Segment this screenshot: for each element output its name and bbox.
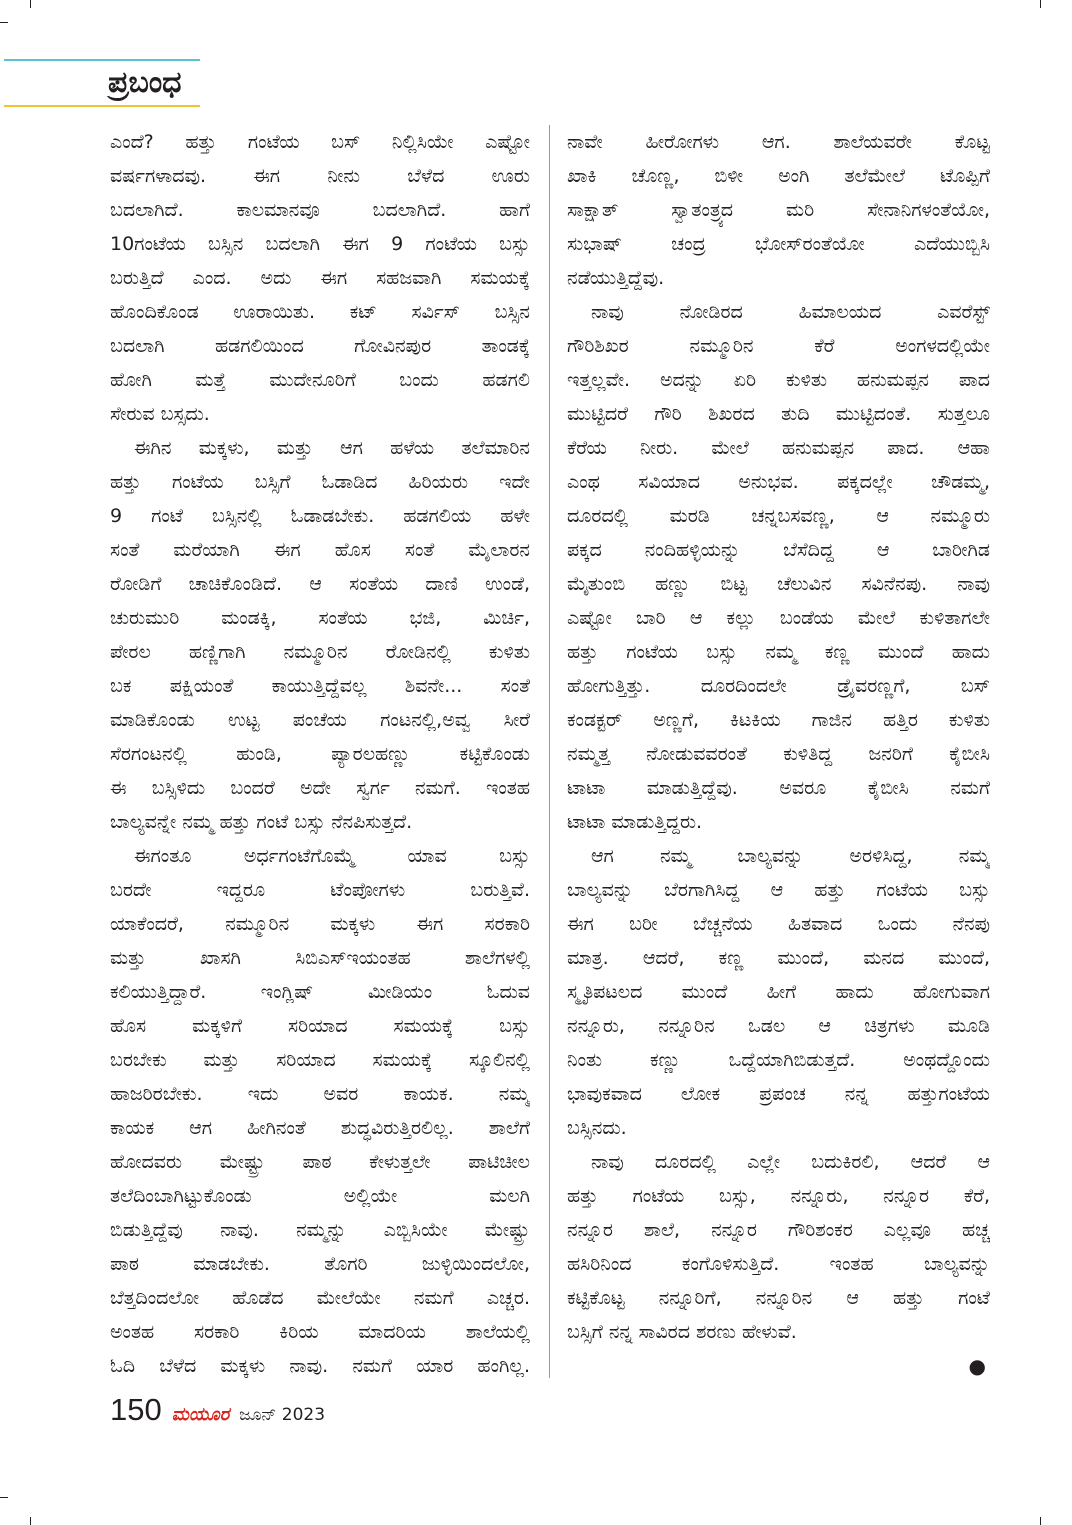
article-column-left bbox=[110, 125, 530, 1383]
article-paragraph bbox=[567, 839, 990, 1145]
article-line: ಟಾಟಾ ಮಾಡುತ್ತಿದ್ದರು. bbox=[567, 811, 703, 833]
article-line: ಬಾಲ್ಯವನ್ನೇ ನಮ್ಮ ಹತ್ತು ಗಂಟೆ ಬಸ್ಸು ನೆನಪಿಸುತ್ತದೆ. bbox=[110, 811, 413, 833]
article-line: ಕಾಯಕ ಆಗ ಹೀಗಿನಂತೆ ಶುದ್ಧವಿರುತ್ತಿರಲಿಲ್ಲ. ಶಾಲೆಗೆ bbox=[110, 1117, 530, 1139]
article-paragraph bbox=[567, 1145, 990, 1349]
article-line: ಬದಲಾಗಿ ಹಡಗಲಿಯಿಂದ ಗೋವಿನಪುರ ತಾಂಡಕ್ಕೆ bbox=[110, 335, 530, 357]
article-line: ಸೇರುವ ಬಸ್ಸದು. bbox=[110, 403, 210, 425]
article-line: 10ಗಂಟೆಯ ಬಸ್ಸಿನ ಬದಲಾಗಿ ಈಗ 9 ಗಂಟೆಯ ಬಸ್ಸು bbox=[110, 233, 530, 255]
article-paragraph bbox=[567, 125, 990, 295]
article-line: ಹಾಜರಿರಬೇಕು. ಇದು ಅವರ ಕಾಯಕ. ನಮ್ಮ bbox=[110, 1083, 530, 1105]
article-line: ಎಂದೆ? ಹತ್ತು ಗಂಟೆಯ ಬಸ್ ನಿಲ್ಲಿಸಿಯೇ ಎಷ್ಟೋ bbox=[110, 131, 530, 153]
article-line: ಆಗ ನಮ್ಮ ಬಾಲ್ಯವನ್ನು ಅರಳಿಸಿದ್ದ, ನಮ್ಮ bbox=[591, 845, 990, 867]
article-line: ಎಂಥ ಸವಿಯಾದ ಅನುಭವ. ಪಕ್ಕದಲ್ಲೇ ಚೌಡಮ್ಮ, bbox=[567, 471, 990, 493]
magazine-logo: ಮಯೂರ bbox=[171, 1404, 230, 1425]
article-line: ಈಗಂತೂ ಅರ್ಧಗಂಟೆಗೊಮ್ಮೆ ಯಾವ ಬಸ್ಸು bbox=[134, 845, 530, 867]
article-line: ಬರದೇ ಇದ್ದರೂ ಟೆಂಪೋಗಳು ಬರುತ್ತಿವೆ. bbox=[110, 879, 530, 901]
article-paragraph bbox=[110, 431, 530, 839]
article-line: ಹೋಗುತ್ತಿತ್ತು. ದೂರದಿಂದಲೇ ಡ್ರೈವರಣ್ಣಗೆ, ಬಸ್ bbox=[567, 675, 990, 697]
article-line: ಪೇರಲ ಹಣ್ಣಿಗಾಗಿ ನಮ್ಮೂರಿನ ರೋಡಿನಲ್ಲಿ ಕುಳಿತು bbox=[110, 641, 530, 663]
article-line: ಸ್ಮೃತಿಪಟಲದ ಮುಂದೆ ಹೀಗೆ ಹಾದು ಹೋಗುವಾಗ bbox=[567, 981, 990, 1003]
article-line: ಅಂತಹ ಸರಕಾರಿ ಕಿರಿಯ ಮಾದರಿಯ ಶಾಲೆಯಲ್ಲಿ bbox=[110, 1321, 530, 1343]
issue-date: ಜೂನ್ 2023 bbox=[239, 1405, 326, 1425]
article-line: ಬಸ್ಸಿನದು. bbox=[567, 1117, 627, 1139]
article-line: ಬಕ ಪಕ್ಷಿಯಂತೆ ಕಾಯುತ್ತಿದ್ದೆವಲ್ಲ ಶಿವನೇ... ಸಂತೆ bbox=[110, 675, 530, 697]
article-line: ಸಂತೆ ಮರೆಯಾಗಿ ಈಗ ಹೊಸ ಸಂತೆ ಮೈಲಾರನ bbox=[110, 539, 530, 561]
article-line: ಕಲಿಯುತ್ತಿದ್ದಾರೆ. ಇಂಗ್ಲಿಷ್ ಮೀಡಿಯಂ ಓದುವ bbox=[110, 981, 530, 1003]
article-line: ಪಕ್ಕದ ನಂದಿಹಳ್ಳಿಯನ್ನು ಬೆಸೆದಿದ್ದ ಆ ಬಾರೀಗಿಡ bbox=[567, 539, 990, 561]
article-line: ನಾವು ನೋಡಿರದ ಹಿಮಾಲಯದ ಎವರೆಸ್ಟ್ bbox=[591, 301, 990, 323]
article-line: ಹತ್ತು ಗಂಟೆಯ ಬಸ್ಸಿಗೆ ಓಡಾಡಿದ ಹಿರಿಯರು ಇದೇ bbox=[110, 471, 530, 493]
header-rule-teal bbox=[4, 59, 200, 61]
article-line: ಪಾಠ ಮಾಡಬೇಕು. ತೊಗರಿ ಜುಳ್ಳಿಯಿಂದಲೋ, bbox=[110, 1253, 530, 1275]
page-number: 150 bbox=[110, 1392, 162, 1427]
crop-mark-left-lower bbox=[0, 1497, 8, 1498]
article-line: ನಾವೇ ಹೀರೋಗಳು ಆಗ. ಶಾಲೆಯವರೇ ಕೊಟ್ಟ bbox=[567, 131, 990, 153]
article-line: ಹತ್ತು ಗಂಟೆಯ ಬಸ್ಸು ನಮ್ಮ ಕಣ್ಣ ಮುಂದೆ ಹಾದು bbox=[567, 641, 990, 663]
article-line: 9 ಗಂಟೆ ಬಸ್ಸಿನಲ್ಲಿ ಓಡಾಡಬೇಕು. ಹಡಗಲಿಯ ಹಳೇ bbox=[110, 505, 530, 527]
header-rule-yellow bbox=[4, 105, 200, 107]
article-paragraph bbox=[110, 839, 530, 1383]
article-line: ಎಷ್ಟೋ ಬಾರಿ ಆ ಕಲ್ಲು ಬಂಡೆಯ ಮೇಲೆ ಕುಳಿತಾಗಲೇ bbox=[567, 607, 990, 629]
article-line: ಯಾಕೆಂದರೆ, ನಮ್ಮೂರಿನ ಮಕ್ಕಳು ಈಗ ಸರಕಾರಿ bbox=[110, 913, 530, 935]
article-line: ಚುರುಮುರಿ ಮಂಡಕ್ಕಿ, ಸಂತೆಯ ಭಜಿ, ಮಿರ್ಚಿ, bbox=[110, 607, 530, 629]
article-end-mark: ● bbox=[968, 1354, 986, 1378]
article-line: ಗೌರಿಶಿಖರ ನಮ್ಮೂರಿನ ಕೆರೆ ಅಂಗಳದಲ್ಲಿಯೇ bbox=[567, 335, 990, 357]
article-line: ಹೊಂದಿಕೊಂಡ ಊರಾಯಿತು. ಕಟ್ ಸರ್ವಿಸ್ ಬಸ್ಸಿನ bbox=[110, 301, 530, 323]
article-line: ನಾವು ದೂರದಲ್ಲಿ ಎಲ್ಲೇ ಬದುಕಿರಲಿ, ಆದರೆ ಆ bbox=[591, 1151, 990, 1173]
article-line: ಬಿಡುತ್ತಿದ್ದೆವು ನಾವು. ನಮ್ಮನ್ನು ಎಬ್ಬಿಸಿಯೇ ಮೇಷ್ಟ್ರು bbox=[110, 1219, 530, 1241]
article-line: ಭಾವುಕವಾದ ಲೋಕ ಪ್ರಪಂಚ ನನ್ನ ಹತ್ತುಗಂಟೆಯ bbox=[567, 1083, 990, 1105]
article-line: ವರ್ಷಗಳಾದವು. ಈಗ ನೀನು ಬೆಳೆದ ಊರು bbox=[110, 165, 530, 187]
article-column-body bbox=[110, 125, 530, 1383]
article-line: ನಡೆಯುತ್ತಿದ್ದೆವು. bbox=[567, 267, 665, 289]
article-paragraph bbox=[567, 295, 990, 839]
article-line: ಸೆರಗಂಟನಲ್ಲಿ ಹುಂಡಿ, ಪ್ಯಾರಲಹಣ್ಣು ಕಟ್ಟಿಕೊಂಡು bbox=[110, 743, 530, 765]
article-line: ಓದಿ ಬೆಳೆದ ಮಕ್ಕಳು ನಾವು. ನಮಗೆ ಯಾರ ಹಂಗಿಲ್ಲ. bbox=[110, 1355, 530, 1377]
article-line: ಹೋಗಿ ಮತ್ತೆ ಮುದೇನೂರಿಗೆ ಬಂದು ಹಡಗಲಿ bbox=[110, 369, 530, 391]
article-line: ಟಾಟಾ ಮಾಡುತ್ತಿದ್ದೆವು. ಅವರೂ ಕೈಬೀಸಿ ನಮಗೆ bbox=[567, 777, 990, 799]
article-line: ಸಾಕ್ಷಾತ್ ಸ್ವಾತಂತ್ರ್ಯದ ಮರಿ ಸೇನಾನಿಗಳಂತೆಯೋ, bbox=[567, 199, 990, 221]
article-line: ಈಗ ಬರೀ ಬೆಚ್ಚನೆಯ ಹಿತವಾದ ಒಂದು ನೆನಪು bbox=[567, 913, 990, 935]
crop-mark-bottom-right bbox=[1040, 1517, 1041, 1525]
article-line: ಈ ಬಸ್ಸಿಳಿದು ಬಂದರೆ ಅದೇ ಸ್ವರ್ಗ ನಮಗೆ. ಇಂತಹ bbox=[110, 777, 530, 799]
article-line: ಬರಬೇಕು ಮತ್ತು ಸರಿಯಾದ ಸಮಯಕ್ಕೆ ಸ್ಕೂಲಿನಲ್ಲಿ bbox=[110, 1049, 530, 1071]
article-line: ಮುಟ್ಟಿದರೆ ಗೌರಿ ಶಿಖರದ ತುದಿ ಮುಟ್ಟಿದಂತೆ. ಸುತ್ತಲೂ bbox=[567, 403, 990, 425]
page-footer bbox=[110, 1390, 510, 1430]
article-line: ಹೊಸ ಮಕ್ಕಳಿಗೆ ಸರಿಯಾದ ಸಮಯಕ್ಕೆ ಬಸ್ಸು bbox=[110, 1015, 530, 1037]
article-line: ಖಾಕಿ ಚೊಣ್ಣ, ಬಿಳೀ ಅಂಗಿ ತಲೆಮೇಲೆ ಟೊಪ್ಪಿಗೆ bbox=[567, 165, 990, 187]
article-line: ಬಸ್ಸಿಗೆ ನನ್ನ ಸಾವಿರದ ಶರಣು ಹೇಳುವೆ. bbox=[567, 1321, 797, 1343]
article-line: ಇತ್ತಲ್ಲವೇ. ಅದನ್ನು ಏರಿ ಕುಳಿತು ಹನುಮಪ್ಪನ ಪಾದ bbox=[567, 369, 990, 391]
crop-mark-left-upper bbox=[0, 22, 8, 23]
article-line: ನಿಂತು ಕಣ್ಣು ಒದ್ದೆಯಾಗಿಬಿಡುತ್ತದೆ. ಅಂಥದ್ದೊಂದು bbox=[567, 1049, 990, 1071]
crop-mark-top-left bbox=[30, 0, 31, 8]
crop-mark-bottom-left bbox=[30, 1517, 31, 1525]
article-line: ಹೋದವರು ಮೇಷ್ಟ್ರು ಪಾಠ ಕೇಳುತ್ತಲೇ ಪಾಟಿಚೀಲ bbox=[110, 1151, 530, 1173]
article-paragraph bbox=[110, 125, 530, 431]
article-line: ಕಟ್ಟಿಕೊಟ್ಟ ನನ್ನೂರಿಗೆ, ನನ್ನೂರಿನ ಆ ಹತ್ತು ಗಂಟೆ bbox=[567, 1287, 990, 1309]
article-line: ಬದಲಾಗಿದೆ. ಕಾಲಮಾನವೂ ಬದಲಾಗಿದೆ. ಹಾಗೆ bbox=[110, 199, 530, 221]
article-line: ರೋಡಿಗೆ ಚಾಚಿಕೊಂಡಿದೆ. ಆ ಸಂತೆಯ ದಾಣಿ ಉಂಡೆ, bbox=[110, 573, 530, 595]
article-line: ಕಂಡಕ್ಟರ್ ಅಣ್ಣಗೆ, ಕಿಟಕಿಯ ಗಾಜಿನ ಹತ್ತಿರ ಕುಳಿತು bbox=[567, 709, 990, 731]
article-line: ದೂರದಲ್ಲಿ ಮರಡಿ ಚನ್ನಬಸವಣ್ಣ, ಆ ನಮ್ಮೂರು bbox=[567, 505, 990, 527]
article-line: ನನ್ನೂರು, ನನ್ನೂರಿನ ಒಡಲ ಆ ಚಿತ್ರಗಳು ಮೂಡಿ bbox=[567, 1015, 990, 1037]
article-line: ಮೈತುಂಬಿ ಹಣ್ಣು ಬಿಟ್ಟ ಚೆಲುವಿನ ಸವಿನೆನಪು. ನಾವು bbox=[567, 573, 990, 595]
article-line: ಕೆರೆಯ ನೀರು. ಮೇಲೆ ಹನುಮಪ್ಪನ ಪಾದ. ಆಹಾ bbox=[567, 437, 990, 459]
article-line: ಬಾಲ್ಯವನ್ನು ಬೆರಗಾಗಿಸಿದ್ದ ಆ ಹತ್ತು ಗಂಟೆಯ ಬಸ್ಸು bbox=[567, 879, 990, 901]
article-line: ಹಸಿರಿನಿಂದ ಕಂಗೊಳಿಸುತ್ತಿದೆ. ಇಂತಹ ಬಾಲ್ಯವನ್ನು bbox=[567, 1253, 990, 1275]
article-column-body bbox=[567, 125, 990, 1349]
article-line: ನನ್ನೂರ ಶಾಲೆ, ನನ್ನೂರ ಗೌರಿಶಂಕರ ಎಲ್ಲವೂ ಹಚ್ಚ bbox=[567, 1219, 990, 1241]
article-column-right bbox=[567, 125, 990, 1383]
article-line: ಮಾತ್ರ. ಆದರೆ, ಕಣ್ಣ ಮುಂದೆ, ಮನದ ಮುಂದೆ, bbox=[567, 947, 990, 969]
column-divider bbox=[549, 125, 550, 1378]
article-line: ಬರುತ್ತಿದೆ ಎಂದ. ಅದು ಈಗ ಸಹಜವಾಗಿ ಸಮಯಕ್ಕೆ bbox=[110, 267, 530, 289]
section-title: ಪ್ರಬಂಧ bbox=[108, 65, 182, 100]
article-line: ತಲೆದಿಂಬಾಗಿಟ್ಟುಕೊಂಡು ಅಲ್ಲಿಯೇ ಮಲಗಿ bbox=[110, 1185, 530, 1207]
crop-mark-top-right bbox=[1040, 0, 1041, 8]
article-line: ಸುಭಾಷ್ ಚಂದ್ರ ಭೋಸ್‌ರಂತೆಯೋ ಎದೆಯುಬ್ಬಿಸಿ bbox=[567, 233, 990, 255]
article-line: ಈಗಿನ ಮಕ್ಕಳು, ಮತ್ತು ಆಗ ಹಳೆಯ ತಲೆಮಾರಿನ bbox=[134, 437, 530, 459]
article-line: ಮತ್ತು ಖಾಸಗಿ ಸಿಬಿಎಸ್‌ಇಯಂತಹ ಶಾಲೆಗಳಲ್ಲಿ bbox=[110, 947, 530, 969]
article-line: ಮಾಡಿಕೊಂಡು ಉಟ್ಟ ಪಂಚೆಯ ಗಂಟನಲ್ಲಿ,ಅವ್ವ ಸೀರೆ bbox=[110, 709, 530, 731]
article-line: ಹತ್ತು ಗಂಟೆಯ ಬಸ್ಸು, ನನ್ನೂರು, ನನ್ನೂರ ಕೆರೆ, bbox=[567, 1185, 990, 1207]
article-line: ಬೆತ್ತದಿಂದಲೋ ಹೊಡೆದ ಮೇಲೆಯೇ ನಮಗೆ ಎಚ್ಚರ. bbox=[110, 1287, 530, 1309]
article-line: ನಮ್ಮತ್ತ ನೋಡುವವರಂತೆ ಕುಳಿತಿದ್ದ ಜನರಿಗೆ ಕೈಬೀಸಿ bbox=[567, 743, 990, 765]
